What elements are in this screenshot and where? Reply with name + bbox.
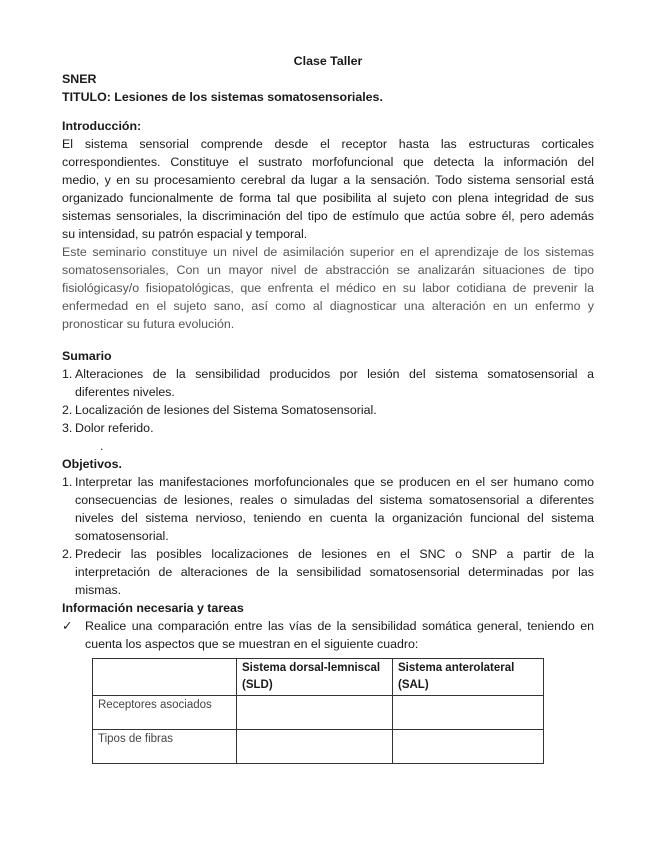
text-line: correspondientes. Constituye el sustrato morfofuncional que detecta la información del [62, 155, 594, 169]
comparison-table [92, 658, 544, 764]
sumario-item [62, 401, 594, 419]
row-label: Receptores asociados [93, 696, 237, 730]
text-line: Este seminario constituye un nivel de asimilación superior en el aprendizaje de los sistemas [62, 245, 594, 259]
text-line: enfermedad en el sujeto sano, así como al diagnosticar una alteración en un enfermo y [62, 299, 594, 313]
table-cell [237, 730, 393, 764]
text-line: El sistema sensorial comprende desde el receptor hasta las estructuras corticales [62, 137, 594, 151]
info-heading: Información necesaria y tareas [62, 601, 244, 615]
text-line: diferentes niveles. [75, 385, 175, 399]
sumario-item [62, 365, 594, 401]
text-line: Predecir las posibles localizaciones de lesiones en el SNC o SNP a partir de la [75, 547, 594, 561]
text-line: niveles del sistema nervioso, teniendo en cuenta la organización funcional del sistema [75, 511, 594, 525]
table-cell [393, 696, 544, 730]
text-line: mismas. [75, 583, 122, 597]
doc-title: Clase Taller [293, 54, 363, 68]
checkmark-icon: ✓ [62, 619, 73, 633]
lesson-title: TITULO: Lesiones de los sistemas somatosensoriales. [62, 90, 383, 104]
task-item [62, 617, 594, 653]
intro-paragraph-2 [62, 243, 594, 333]
text-line: medio, y en su procesamiento cerebral da lugar a la sensación. Todo sistema sensorial está [62, 173, 594, 187]
sumario-heading: Sumario [62, 349, 112, 363]
objetivo-item [62, 545, 594, 599]
table-row [93, 696, 544, 730]
sumario-item [62, 419, 594, 437]
header-cell-sal: Sistema anterolateral (SAL) [393, 659, 544, 696]
stray-dot: . [100, 439, 104, 453]
text-line: cuenta los aspectos que se muestran en el siguiente cuadro: [85, 637, 419, 651]
text-line: somatosensorial. [75, 529, 169, 543]
text-line: Dolor referido. [75, 421, 154, 435]
text-line: organizado funcionalmente de forma tal que posibilita al sujeto con plena integridad de sus [62, 191, 594, 205]
objetivo-item [62, 473, 594, 545]
item-number: 1. [62, 475, 73, 489]
subject-code: SNER [62, 72, 97, 86]
item-number: 1. [62, 367, 73, 381]
text-line: Alteraciones de la sensibilidad producidos por lesión del sistema somatosensorial a [75, 367, 594, 381]
header-cell [93, 659, 237, 696]
text-line: pronosticar su futura evolución. [62, 317, 235, 331]
text-line: sistemas sensoriales, la discriminación del tipo de estímulo que actúa sobre él, pero además [62, 209, 594, 223]
text-line: Localización de lesiones del Sistema Somatosensorial. [75, 403, 377, 417]
text-line: Interpretar las manifestaciones morfofuncionales que se producen en el ser humano como [75, 475, 594, 489]
row-label: Tipos de fibras [93, 730, 237, 764]
text-line: consecuencias de lesiones, reales o simuladas del sistema somatosensorial a diferentes [75, 493, 594, 507]
intro-paragraph-1 [62, 135, 594, 243]
text-line: su intensidad, su patrón espacial y temporal. [62, 227, 308, 241]
text-line: fisiológicasy/o fisiopatológicas, que enfrenta el médico en su labor cotidiana de prevenir la [62, 281, 594, 295]
objetivos-heading: Objetivos. [62, 457, 122, 471]
text-line: Realice una comparación entre las vías de la sensibilidad somática general, teniendo en [85, 619, 594, 633]
header-cell-sld: Sistema dorsal-lemniscal (SLD) [237, 659, 393, 696]
text-line: somatosensoriales, Con un mayor nivel de abstracción se analizarán situaciones de tipo [62, 263, 594, 277]
text-line: interpretación de alteraciones de la sensibilidad somatosensorial determinadas por las [75, 565, 594, 579]
table-header-row [93, 659, 544, 696]
table-row [93, 730, 544, 764]
intro-heading: Introducción: [62, 119, 142, 133]
document-page [62, 52, 594, 653]
item-number: 2. [62, 403, 73, 417]
item-number: 3. [62, 421, 73, 435]
table-cell [393, 730, 544, 764]
table-cell [237, 696, 393, 730]
item-number: 2. [62, 547, 73, 561]
